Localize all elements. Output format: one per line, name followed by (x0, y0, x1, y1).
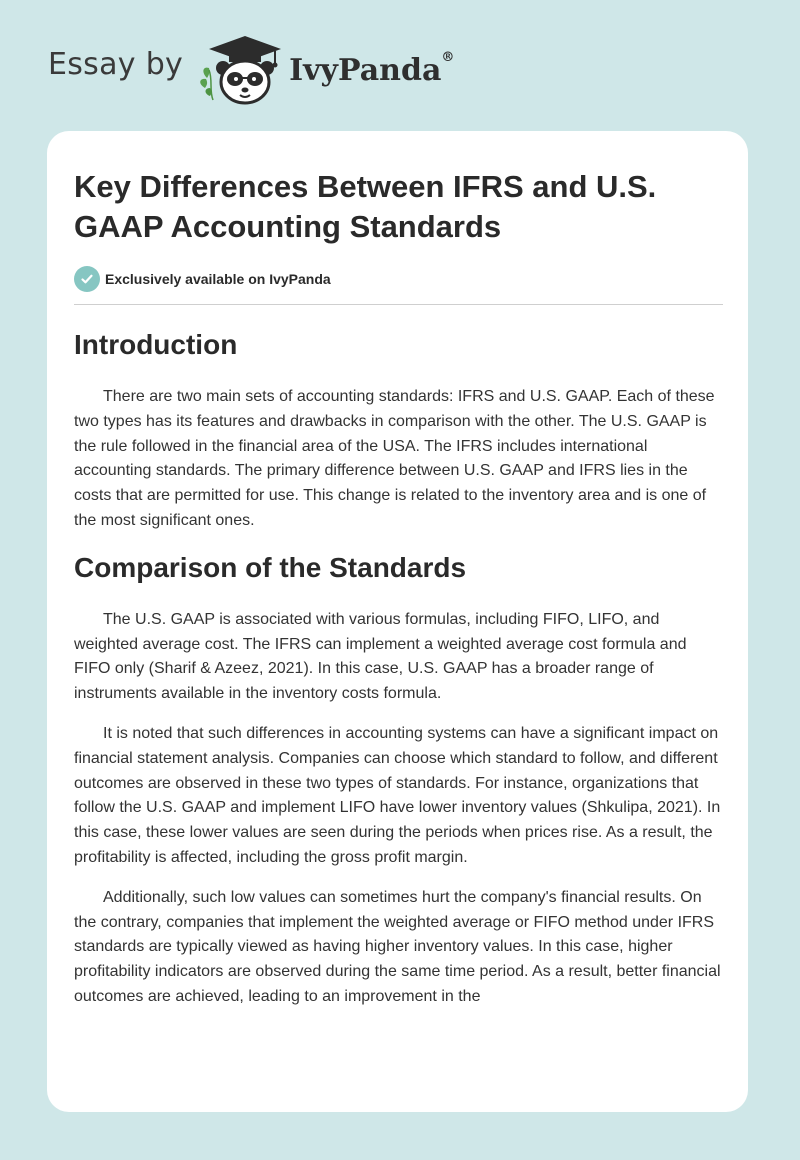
exclusive-badge (74, 266, 723, 292)
panda-graduate-logo-icon (197, 32, 283, 108)
section-heading-introduction: Introduction (74, 329, 238, 360)
paragraph: It is noted that such differences in accounting systems can have a significant impact on financial statement analysis. Companies can choose which standard to follow, and different outcomes are observed in these two types of standards. For instance, organizations that follow the U.S. GAAP and implement LIFO have lower inventory values (Shkulipa, 2021). In this case, these lower values are seen during the periods when prices rise. As a result, the profitability is affected, including the gross profit margin. (74, 724, 721, 866)
paragraph: The U.S. GAAP is associated with various formulas, including FIFO, LIFO, and weighted average cost. The IFRS can implement a weighted average cost formula and FIFO only (Sharif & Azeez, 2021). In this case, U.S. GAAP has a broader range of instruments available in the inventory costs formula. (74, 610, 687, 703)
divider (74, 304, 723, 305)
ivypanda-logo[interactable] (197, 32, 454, 108)
paragraph: Additionally, such low values can sometimes hurt the company's financial results. On the contrary, companies that implement the weighted average or FIFO method under IFRS standards are typically viewed as having higher inventory values. In this case, higher profitability indicators are observed during the same time period. As a result, better financial outcomes are achieved, leading to an improvement in the (74, 888, 721, 1005)
essay-by-label: Essay by (48, 46, 184, 82)
brand-name: IvyPanda® (289, 49, 455, 88)
essay-title: Key Differences Between IFRS and U.S. GAAP Accounting Standards (74, 169, 657, 244)
paragraph: There are two main sets of accounting standards: IFRS and U.S. GAAP. Each of these two types has its features and drawbacks in comparison with the other. The U.S. GAAP is the rule followed in the financial area of the USA. The IFRS includes international accounting standards. The primary difference between U.S. GAAP and IFRS lies in the costs that are permitted for use. This change is related to the inventory area and is one of the most significant ones. (74, 388, 715, 529)
essay-card (47, 131, 748, 1112)
section-heading-comparison: Comparison of the Standards (74, 551, 467, 583)
essay-content (74, 167, 723, 1010)
site-header (48, 30, 454, 110)
exclusive-label: Exclusively available on IvyPanda (105, 271, 331, 287)
check-circle-icon (74, 266, 100, 292)
